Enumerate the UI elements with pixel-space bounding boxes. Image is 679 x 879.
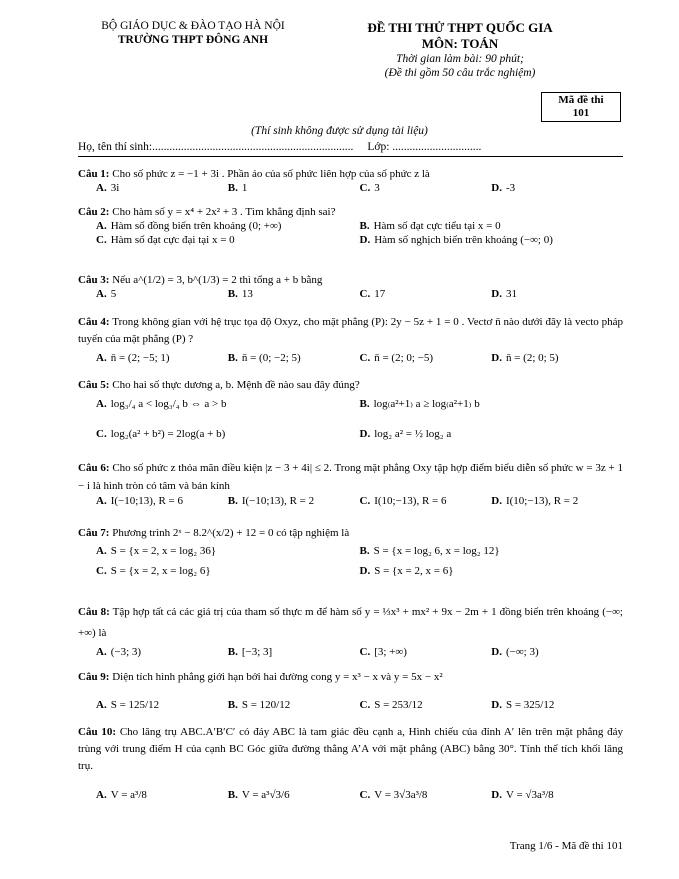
question-10 bbox=[78, 724, 623, 803]
option-c[interactable]: C. S = 253/12 bbox=[359, 698, 423, 711]
option-b[interactable]: B. [−3; 3] bbox=[227, 645, 273, 658]
question-stem: Nếu a^(1/2) = 3, b^(1/3) = 2 thì tổng a + b bằng bbox=[112, 274, 323, 286]
option-c[interactable]: C. V = 3√3a³/8 bbox=[359, 789, 428, 802]
option-b[interactable]: B. 13 bbox=[227, 287, 253, 300]
question-3 bbox=[78, 274, 623, 302]
student-info-line bbox=[78, 140, 481, 154]
question-label: Câu 8: bbox=[78, 606, 110, 618]
option-b[interactable]: B. S = {x = log₂ 6, x = log₂ 12} bbox=[359, 544, 500, 557]
option-d[interactable]: D. S = 325/12 bbox=[491, 698, 555, 711]
option-c[interactable]: C. I(10;−13), R = 6 bbox=[359, 495, 447, 508]
option-a[interactable]: A. (−3; 3) bbox=[96, 645, 142, 658]
exam-title: ĐỀ THI THỬ THPT QUỐC GIA bbox=[367, 20, 553, 35]
question-2 bbox=[78, 206, 623, 247]
question-stem: Cho hai số thực dương a, b. Mệnh đề nào sau đây đúng? bbox=[112, 379, 360, 391]
option-d[interactable]: D. I(10;−13), R = 2 bbox=[491, 495, 579, 508]
exam-header bbox=[335, 20, 585, 80]
option-d[interactable]: D. -3 bbox=[491, 181, 516, 194]
question-label: Câu 7: bbox=[78, 527, 110, 539]
option-b[interactable]: B. I(−10;13), R = 2 bbox=[227, 495, 315, 508]
question-stem: Cho hàm số y = x⁴ + 2x² + 3 . Tìm khẳng định sai? bbox=[112, 206, 336, 218]
option-c[interactable]: C. 17 bbox=[359, 287, 386, 300]
school-name: TRƯỜNG THPT ĐÔNG ANH bbox=[117, 33, 269, 46]
option-b[interactable]: B. 1 bbox=[227, 181, 248, 194]
question-stem: Phương trình 2ˣ − 8.2^(x/2) + 12 = 0 có tập nghiệm là bbox=[112, 527, 350, 539]
option-a[interactable]: A. 3i bbox=[96, 181, 120, 194]
question-stem: Tập hợp tất cả các giá trị của tham số thực m để hàm số y = ⅓x³ + mx² + 9x − 2m + 1 đồng biến trên khoảng (−∞; +∞) là bbox=[78, 606, 623, 639]
question-label: Câu 9: bbox=[78, 671, 110, 683]
page-footer: Trang 1/6 - Mã đề thi 101 bbox=[509, 840, 623, 852]
option-a[interactable]: A. Hàm số đồng biến trên khoảng (0; +∞) bbox=[96, 219, 282, 232]
question-label: Câu 1: bbox=[78, 168, 110, 180]
question-stem: Cho lăng trụ ABC.A′B′C′ có đáy ABC là tam giác đều cạnh a, Hình chiếu của đỉnh A′ lên trên mặt phẳng đáy trùng với trung điểm H của cạnh BC Góc giữa đường thẳng A’A với mặt phẳng (ABC) bằng 30°. Tính thể tích khối lăng trụ. bbox=[78, 726, 624, 773]
question-label: Câu 4: bbox=[78, 316, 110, 328]
question-1 bbox=[78, 168, 623, 196]
option-a[interactable]: A. V = a³/8 bbox=[96, 789, 147, 802]
question-label: Câu 2: bbox=[78, 206, 110, 218]
option-c[interactable]: C. n̄ = (2; 0; −5) bbox=[359, 352, 434, 364]
exam-code-value: 101 bbox=[572, 107, 590, 119]
option-a[interactable]: A. S = {x = 2, x = log₂ 36} bbox=[96, 544, 217, 557]
option-d[interactable]: D. S = {x = 2, x = 6} bbox=[359, 564, 454, 577]
student-name-field: Họ, tên thí sinh:...................................................................... bbox=[78, 141, 354, 153]
option-d[interactable]: D. Hàm số nghịch biến trên khoảng (−∞; 0) bbox=[359, 233, 553, 246]
option-b[interactable]: B. Hàm số đạt cực tiểu tại x = 0 bbox=[359, 219, 501, 232]
school-header bbox=[78, 20, 308, 48]
exam-code-box bbox=[541, 92, 621, 122]
question-stem: Trong không gian với hệ trục tọa độ Oxyz, cho mặt phẳng (P): 2y − 5z + 1 = 0 . Vectơ n̄ nào dưới đây là vecto pháp tuyến của mặt phẳng (P) ? bbox=[78, 316, 623, 345]
option-b[interactable]: B. V = a³√3/6 bbox=[227, 789, 290, 802]
option-d[interactable]: D. n̄ = (2; 0; 5) bbox=[491, 352, 559, 364]
option-d[interactable]: D. (−∞; 3) bbox=[491, 645, 539, 658]
option-d[interactable]: D. V = √3a³/8 bbox=[491, 789, 554, 802]
option-b[interactable]: B. log₍a²+1₎ a ≥ log₍a²+1₎ b bbox=[359, 397, 480, 410]
question-4 bbox=[78, 314, 623, 366]
question-stem: Diện tích hình phẳng giới hạn bởi hai đường cong y = x³ − x và y = 5x − x² bbox=[112, 671, 443, 683]
question-6 bbox=[78, 460, 623, 509]
option-b[interactable]: B. n̄ = (0; −2; 5) bbox=[227, 352, 301, 364]
question-7 bbox=[78, 527, 623, 578]
student-class-field: Lớp: ............................... bbox=[367, 141, 482, 153]
option-d[interactable]: D. 31 bbox=[491, 287, 517, 300]
question-8 bbox=[78, 602, 623, 660]
exam-subject: MÔN: TOÁN bbox=[421, 35, 499, 51]
option-c[interactable]: C. Hàm số đạt cực đại tại x = 0 bbox=[96, 233, 235, 246]
ministry-name: BỘ GIÁO DỤC & ĐÀO TẠO HÀ NỘI bbox=[101, 20, 285, 32]
option-a[interactable]: A. I(−10;13), R = 6 bbox=[96, 495, 183, 508]
question-label: Câu 10: bbox=[78, 726, 117, 738]
exam-note: (Đề thi gồm 50 câu trắc nghiệm) bbox=[384, 66, 536, 79]
question-5 bbox=[78, 379, 623, 441]
no-materials-notice: (Thí sinh không được sử dụng tài liệu) bbox=[251, 125, 428, 137]
option-c[interactable]: C. [3; +∞) bbox=[359, 645, 407, 658]
option-a[interactable]: A. log₃/₄ a < log₃/₄ b ⇔ a > b bbox=[96, 397, 227, 410]
question-9 bbox=[78, 671, 623, 713]
option-a[interactable]: A. n̄ = (2; −5; 1) bbox=[96, 352, 170, 364]
option-c[interactable]: C. 3 bbox=[359, 181, 380, 194]
option-c[interactable]: C. log₂(a² + b²) = 2log(a + b) bbox=[96, 427, 226, 440]
exam-duration: Thời gian làm bài: 90 phút; bbox=[396, 52, 524, 65]
exam-code-label: Mã đề thi bbox=[558, 94, 604, 106]
question-label: Câu 6: bbox=[78, 462, 110, 474]
header-divider bbox=[78, 156, 623, 157]
question-stem: Cho số phức z thỏa mãn điều kiện |z − 3 + 4i| ≤ 2. Trong mặt phẳng Oxy tập hợp điểm biểu diễn số phức w = 3z + 1 − i là hình tròn có tâm và bán kính bbox=[78, 462, 624, 492]
option-d[interactable]: D. log₂ a² = ½ log₂ a bbox=[359, 427, 452, 440]
question-label: Câu 5: bbox=[78, 379, 110, 391]
question-stem: Cho số phức z = −1 + 3i . Phần ảo của số phức liên hợp của số phức z là bbox=[112, 168, 430, 180]
option-b[interactable]: B. S = 120/12 bbox=[227, 698, 291, 711]
option-a[interactable]: A. 5 bbox=[96, 287, 117, 300]
question-label: Câu 3: bbox=[78, 274, 110, 286]
option-a[interactable]: A. S = 125/12 bbox=[96, 698, 160, 711]
option-c[interactable]: C. S = {x = 2, x = log₂ 6} bbox=[96, 564, 211, 577]
